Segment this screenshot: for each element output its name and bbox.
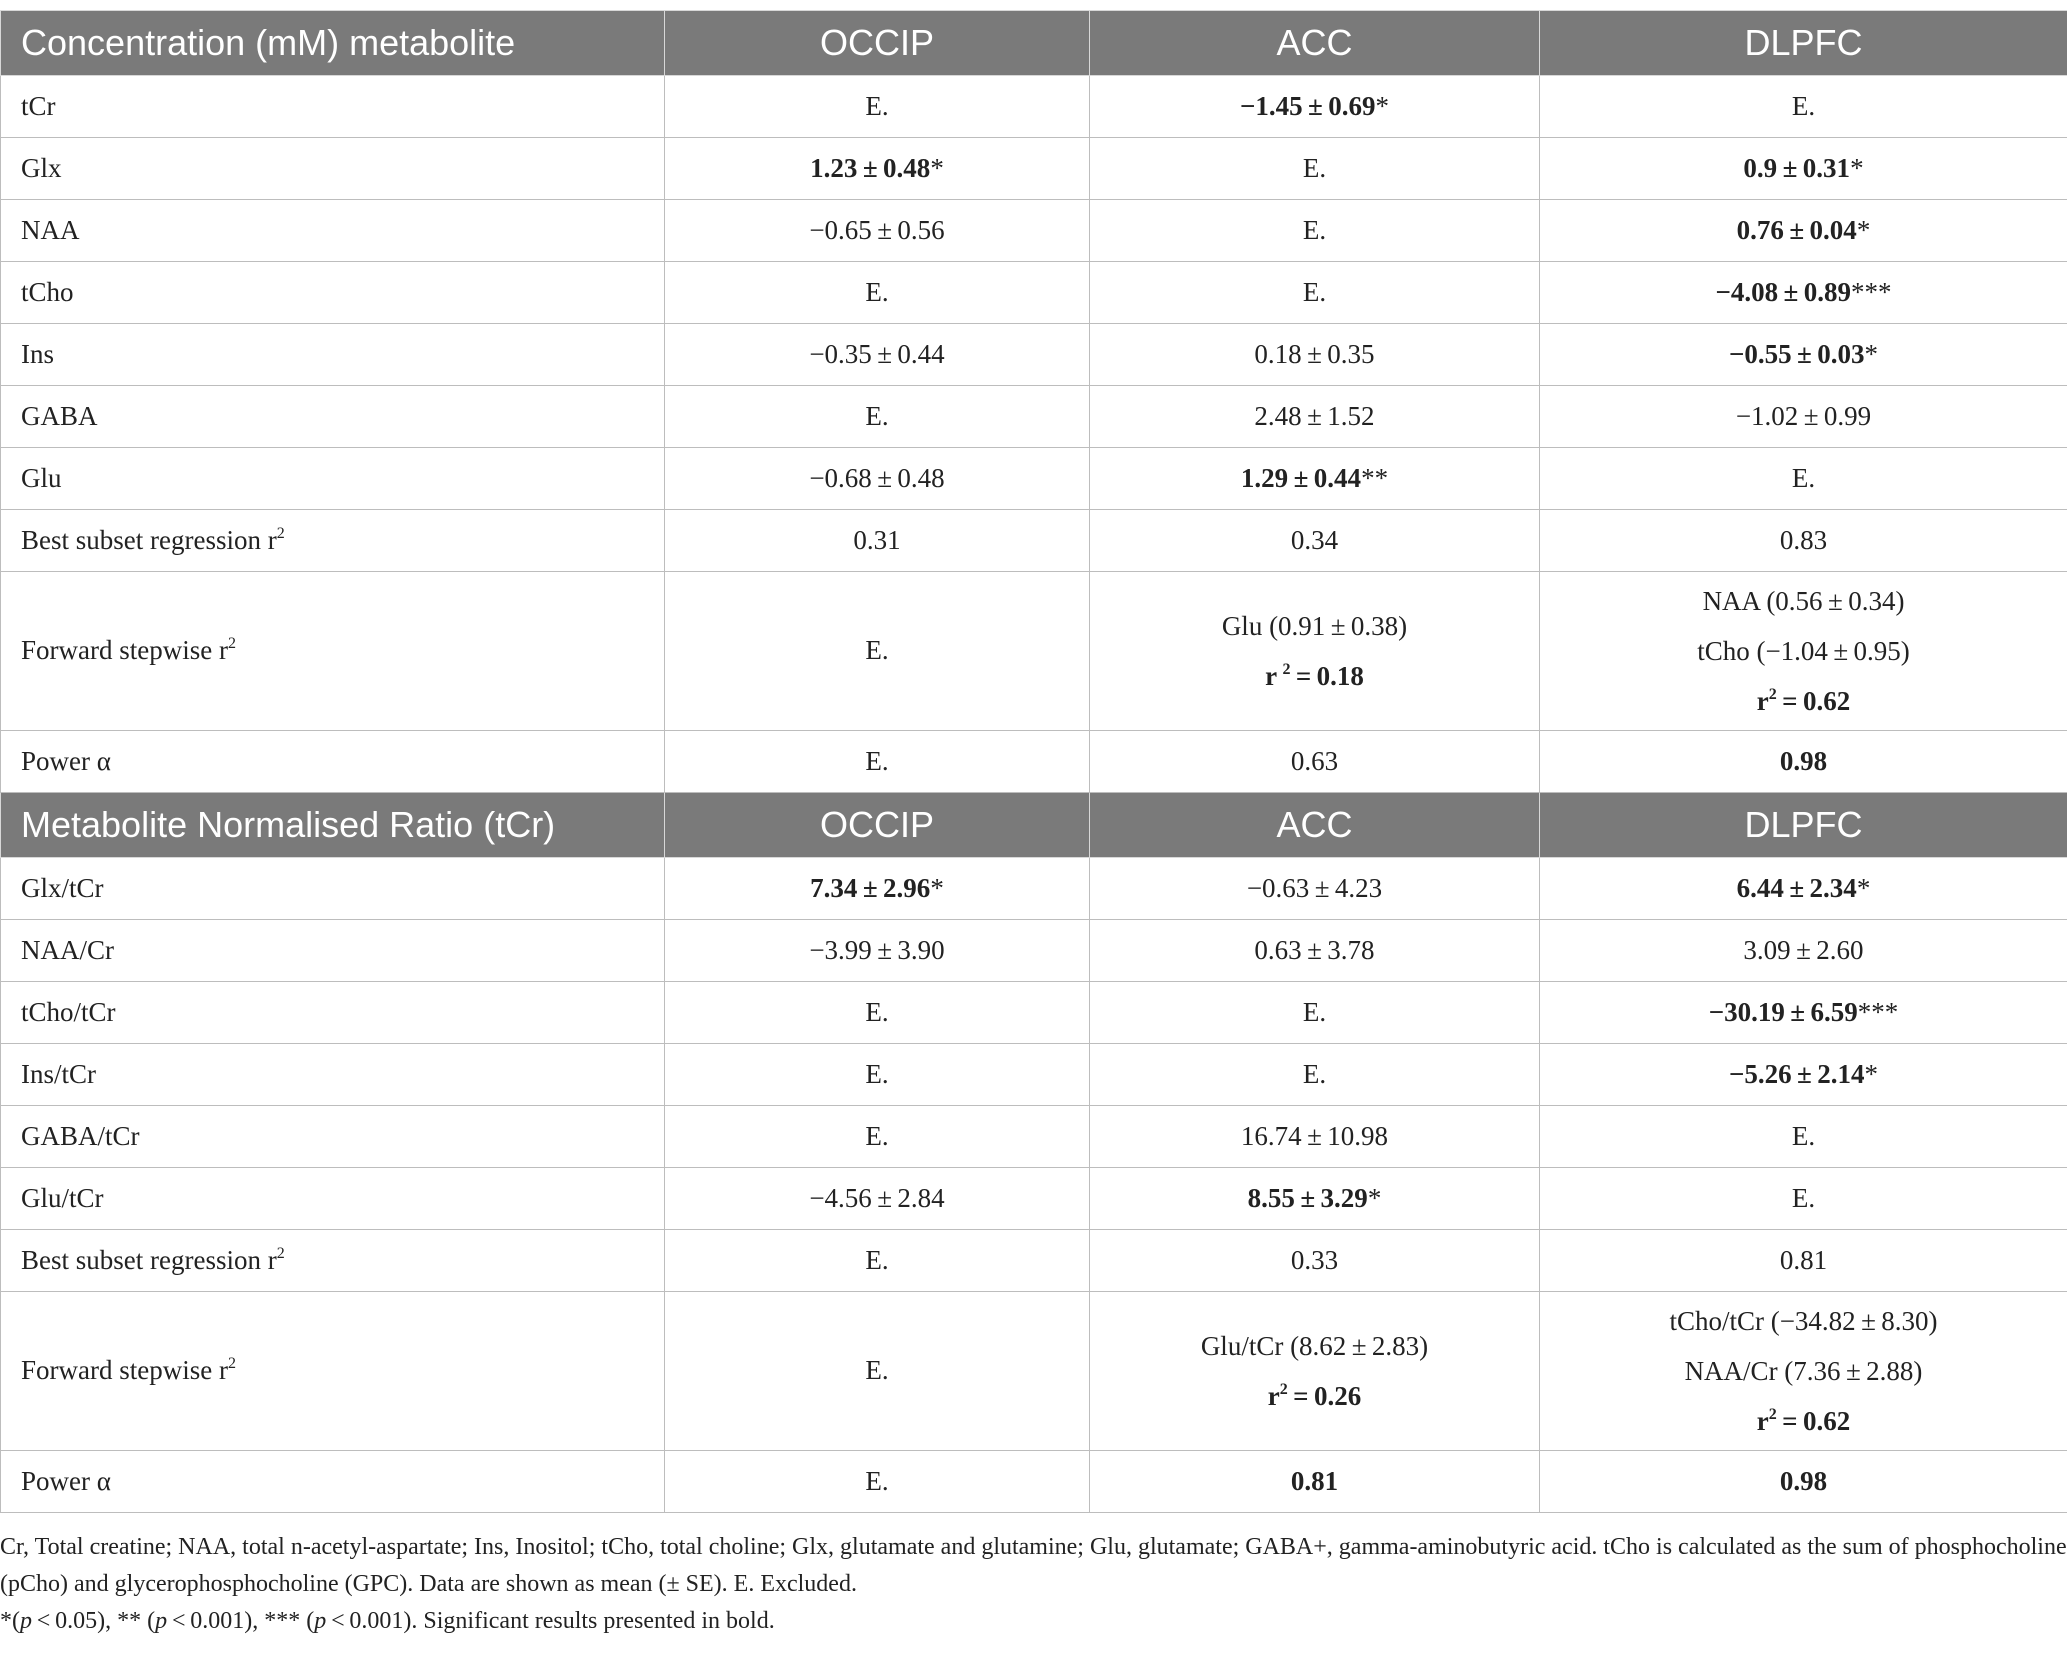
cell-value: −5.26 ± 2.14	[1728, 1058, 1865, 1089]
cell-value: tCho/tCr (−34.82 ± 8.30)	[1669, 1306, 1938, 1336]
significance-marker: *	[1856, 872, 1871, 903]
significance-marker: *	[1864, 1058, 1878, 1089]
row-label-cell	[1, 731, 665, 793]
section-header-label: Concentration (mM) metabolite	[1, 11, 665, 76]
table-row	[1, 448, 2067, 510]
table-row	[1, 1168, 2067, 1230]
value-cell	[1090, 1044, 1540, 1106]
cell-line	[1303, 997, 1326, 1027]
row-label: Ins/tCr	[21, 1058, 97, 1089]
p-value-symbol: p	[20, 1608, 32, 1634]
value-cell	[665, 731, 1090, 793]
row-label-superscript: 2	[276, 524, 285, 542]
row-label-cell	[1, 1230, 665, 1292]
cell-value: E.	[865, 635, 889, 666]
cell-line	[865, 91, 888, 121]
cell-line	[1736, 401, 1871, 431]
cell-superscript: 2	[1279, 1381, 1288, 1398]
cell-line	[1090, 601, 1539, 651]
value-cell	[1540, 324, 2067, 386]
value-cell	[665, 920, 1090, 982]
cell-value: 0.98	[1779, 745, 1828, 776]
value-cell	[1090, 138, 1540, 200]
row-label: tCr	[21, 90, 56, 121]
cell-line	[1780, 525, 1827, 555]
column-header: ACC	[1090, 793, 1540, 858]
value-cell	[1540, 448, 2067, 510]
row-label: Forward stepwise r	[21, 1355, 228, 1386]
cell-value: E.	[1302, 152, 1327, 183]
cell-value: NAA (0.56 ± 0.34)	[1702, 586, 1905, 616]
value-cell	[1090, 262, 1540, 324]
cell-line	[1254, 339, 1374, 369]
cell-value: 0.9 ± 0.31	[1743, 152, 1851, 183]
cell-value: 0.63 ± 3.78	[1254, 934, 1375, 965]
cell-value: Glu (0.91 ± 0.38)	[1221, 611, 1408, 641]
significance-marker: *	[1850, 152, 1864, 183]
p-value-symbol: p	[314, 1608, 327, 1634]
row-label-cell	[1, 1451, 665, 1513]
cell-value: −0.63 ± 4.23	[1246, 872, 1383, 903]
section-header-row	[1, 11, 2067, 76]
cell-line	[865, 277, 888, 307]
cell-line	[865, 1245, 888, 1275]
cell-line	[865, 997, 888, 1027]
row-label: Glu/tCr	[21, 1182, 104, 1213]
value-cell	[665, 138, 1090, 200]
cell-line	[1540, 626, 2067, 676]
cell-superscript: 2	[1282, 661, 1291, 678]
value-cell	[1540, 1044, 2067, 1106]
row-label-cell	[1, 262, 665, 324]
cell-line	[1792, 463, 1815, 493]
row-label: Power α	[21, 745, 111, 776]
cell-line	[1743, 153, 1863, 183]
value-cell	[1090, 1230, 1540, 1292]
cell-line	[1303, 277, 1326, 307]
cell-value: 3.09 ± 2.60	[1743, 934, 1864, 965]
value-cell	[665, 858, 1090, 920]
cell-line	[1240, 91, 1389, 121]
value-cell	[665, 386, 1090, 448]
footnote-text: < 0.05), ** (	[32, 1608, 156, 1634]
cell-value: 7.34 ± 2.96	[810, 872, 931, 903]
footnote-abbreviations: Cr, Total creatine; NAA, total n-acetyl-aspartate; Ins, Inositol; tCho, total choline; Glx, glutamate and glutamine; Glu, glutamate; GABA+, gamma-aminobutyric acid. tCho is calculated as the sum of phosphocholine (pCho) and glycerophosphocholine (GPC). Data are shown as mean (± SE). E. Excluded.	[0, 1534, 2067, 1597]
cell-value: r	[1267, 1381, 1280, 1411]
cell-line	[1780, 1466, 1827, 1496]
cell-line	[809, 339, 944, 369]
cell-value: −1.45 ± 0.69	[1239, 90, 1376, 121]
cell-line	[1540, 576, 2067, 626]
cell-value: E.	[1791, 90, 1816, 121]
cell-value: Glu/tCr (8.62 ± 2.83)	[1200, 1331, 1429, 1361]
table-row	[1, 200, 2067, 262]
row-label-cell	[1, 76, 665, 138]
cell-value: E.	[1302, 996, 1327, 1027]
cell-value: 0.98	[1779, 1465, 1828, 1496]
table-row	[1, 76, 2067, 138]
section-header-label: Metabolite Normalised Ratio (tCr)	[1, 793, 665, 858]
cell-value: 0.18 ± 0.35	[1254, 338, 1375, 369]
cell-value: tCho (−1.04 ± 0.95)	[1697, 636, 1910, 666]
metabolite-table	[0, 10, 2067, 1513]
value-cell	[1540, 920, 2067, 982]
value-cell	[1540, 731, 2067, 793]
cell-line	[810, 153, 944, 183]
cell-value: E.	[1302, 276, 1327, 307]
significance-marker: **	[1361, 462, 1389, 493]
cell-value: −4.56 ± 2.84	[809, 1182, 945, 1213]
cell-value: E.	[1302, 214, 1327, 245]
row-label-superscript: 2	[276, 1244, 285, 1262]
cell-value: −0.55 ± 0.03	[1728, 338, 1865, 369]
cell-line	[1303, 215, 1326, 245]
cell-line	[809, 1183, 944, 1213]
cell-line	[1540, 1396, 2067, 1446]
cell-superscript: 2	[1768, 686, 1777, 703]
cell-value: NAA/Cr (7.36 ± 2.88)	[1684, 1356, 1923, 1386]
value-cell	[665, 572, 1090, 731]
cell-value: E.	[865, 1120, 889, 1151]
cell-value: 8.55 ± 3.29	[1247, 1182, 1368, 1213]
value-cell	[1090, 982, 1540, 1044]
cell-line	[1248, 1183, 1382, 1213]
cell-line	[1241, 463, 1388, 493]
value-cell	[1540, 262, 2067, 324]
cell-value: E.	[865, 996, 889, 1027]
cell-value: 6.44 ± 2.34	[1736, 872, 1857, 903]
cell-line	[1303, 1059, 1326, 1089]
cell-value: r	[1756, 686, 1769, 716]
cell-value: E.	[865, 1058, 889, 1089]
cell-line	[865, 1121, 888, 1151]
value-cell	[1540, 1292, 2067, 1451]
row-label-cell	[1, 324, 665, 386]
row-label-cell	[1, 448, 665, 510]
cell-line	[1737, 215, 1871, 245]
table-row	[1, 1451, 2067, 1513]
value-cell	[665, 448, 1090, 510]
cell-value: E.	[1302, 1058, 1327, 1089]
cell-value: E.	[865, 1355, 889, 1386]
table-row	[1, 138, 2067, 200]
section-header-row	[1, 793, 2067, 858]
significance-marker: *	[1375, 90, 1389, 121]
cell-line	[1792, 1121, 1815, 1151]
value-cell	[665, 262, 1090, 324]
cell-value: −4.08 ± 0.89	[1715, 276, 1851, 307]
cell-value: −1.02 ± 0.99	[1735, 400, 1872, 431]
value-cell	[665, 1292, 1090, 1451]
cell-value: −0.68 ± 0.48	[809, 462, 945, 493]
value-cell	[665, 1168, 1090, 1230]
table-row	[1, 982, 2067, 1044]
cell-value: 0.81	[1290, 1465, 1339, 1496]
cell-value: 2.48 ± 1.52	[1254, 400, 1375, 431]
value-cell	[1090, 200, 1540, 262]
column-header: DLPFC	[1540, 793, 2067, 858]
value-cell	[1090, 1106, 1540, 1168]
cell-value: −3.99 ± 3.90	[809, 934, 945, 965]
row-label-superscript: 2	[227, 1355, 236, 1373]
footnotes	[0, 1529, 2067, 1640]
value-cell	[1540, 138, 2067, 200]
significance-marker: *	[930, 152, 944, 183]
cell-value: 0.76 ± 0.04	[1736, 214, 1857, 245]
row-label: Best subset regression r	[21, 524, 277, 555]
row-label-cell	[1, 1106, 665, 1168]
cell-value: E.	[1791, 462, 1816, 493]
cell-value: 1.23 ± 0.48	[810, 152, 931, 183]
column-header: OCCIP	[665, 793, 1090, 858]
value-cell	[665, 200, 1090, 262]
cell-line	[1090, 651, 1539, 701]
significance-marker: *	[1367, 1182, 1382, 1213]
value-cell	[665, 982, 1090, 1044]
significance-marker: *	[930, 872, 944, 903]
cell-value-suffix: = 0.62	[1776, 1406, 1851, 1436]
row-label: Ins	[21, 338, 54, 369]
row-label-cell	[1, 200, 665, 262]
table-row	[1, 262, 2067, 324]
cell-value: 0.63	[1290, 745, 1339, 776]
column-header: OCCIP	[665, 11, 1090, 76]
value-cell	[1090, 1168, 1540, 1230]
cell-value: r	[1756, 1406, 1769, 1436]
significance-marker: ***	[1851, 276, 1892, 307]
value-cell	[1090, 572, 1540, 731]
cell-value: −0.65 ± 0.56	[809, 214, 945, 245]
row-label-cell	[1, 1292, 665, 1451]
value-cell	[1540, 858, 2067, 920]
cell-line	[809, 463, 944, 493]
row-label-cell	[1, 572, 665, 731]
cell-line	[1780, 746, 1827, 776]
table-row	[1, 858, 2067, 920]
cell-value-suffix: = 0.62	[1776, 686, 1851, 716]
value-cell	[1540, 386, 2067, 448]
value-cell	[1540, 982, 2067, 1044]
value-cell	[1540, 572, 2067, 731]
cell-superscript: 2	[1768, 1406, 1777, 1423]
value-cell	[1090, 76, 1540, 138]
cell-line	[1729, 339, 1878, 369]
cell-line	[1709, 997, 1899, 1027]
value-cell	[1090, 1292, 1540, 1451]
cell-value: −0.35 ± 0.44	[809, 338, 945, 369]
column-header: ACC	[1090, 11, 1540, 76]
row-label-cell	[1, 920, 665, 982]
value-cell	[665, 510, 1090, 572]
cell-line	[865, 1355, 888, 1385]
cell-line	[1743, 935, 1863, 965]
cell-line	[865, 1466, 888, 1496]
value-cell	[1090, 920, 1540, 982]
cell-line	[1241, 1121, 1388, 1151]
cell-line	[1254, 935, 1374, 965]
value-cell	[1540, 1230, 2067, 1292]
cell-value: E.	[865, 1465, 889, 1496]
value-cell	[1540, 76, 2067, 138]
p-value-symbol: p	[155, 1608, 168, 1634]
row-label: tCho	[21, 276, 74, 307]
cell-value: −30.19 ± 6.59	[1708, 996, 1858, 1027]
cell-line	[865, 1059, 888, 1089]
significance-marker: ***	[1857, 996, 1899, 1027]
value-cell	[1090, 510, 1540, 572]
cell-value: E.	[865, 276, 889, 307]
footnote-significance	[0, 1603, 2067, 1640]
cell-line	[1090, 1321, 1539, 1371]
value-cell	[665, 1106, 1090, 1168]
row-label-cell	[1, 386, 665, 448]
cell-value-suffix: = 0.18	[1290, 661, 1364, 691]
cell-line	[1540, 1296, 2067, 1346]
row-label: GABA	[21, 400, 98, 431]
cell-line	[1254, 401, 1374, 431]
value-cell	[1540, 1451, 2067, 1513]
cell-line	[809, 935, 944, 965]
value-cell	[1540, 510, 2067, 572]
cell-value: 0.31	[853, 524, 901, 555]
cell-line	[809, 215, 944, 245]
table-row	[1, 572, 2067, 731]
value-cell	[665, 1044, 1090, 1106]
table-row	[1, 1044, 2067, 1106]
cell-line	[1291, 525, 1338, 555]
row-label: Glx/tCr	[21, 872, 104, 903]
cell-value-suffix: = 0.26	[1287, 1381, 1362, 1411]
table-row	[1, 920, 2067, 982]
cell-value: 16.74 ± 10.98	[1240, 1120, 1389, 1151]
cell-line	[865, 401, 888, 431]
value-cell	[1090, 324, 1540, 386]
cell-value: E.	[1791, 1182, 1816, 1213]
row-label-cell	[1, 982, 665, 1044]
cell-line	[1715, 277, 1891, 307]
cell-line	[853, 525, 900, 555]
row-label: Best subset regression r	[21, 1244, 277, 1275]
value-cell	[1540, 1168, 2067, 1230]
table-row	[1, 510, 2067, 572]
cell-line	[865, 746, 888, 776]
footnote-text: *(	[0, 1608, 20, 1634]
cell-value: E.	[865, 90, 889, 121]
cell-line	[1303, 153, 1326, 183]
table-row	[1, 1106, 2067, 1168]
cell-value: 0.34	[1290, 524, 1339, 555]
significance-marker: *	[1856, 214, 1871, 245]
value-cell	[1090, 386, 1540, 448]
cell-line	[1090, 1371, 1539, 1421]
table-row	[1, 1292, 2067, 1451]
table-row	[1, 324, 2067, 386]
cell-value: E.	[865, 745, 889, 776]
value-cell	[1090, 858, 1540, 920]
row-label-cell	[1, 1044, 665, 1106]
cell-value: r	[1265, 661, 1283, 691]
cell-line	[1540, 1346, 2067, 1396]
value-cell	[1540, 200, 2067, 262]
row-label-superscript: 2	[227, 635, 236, 653]
row-label: Power α	[21, 1465, 111, 1496]
cell-line	[865, 635, 888, 665]
cell-line	[1792, 1183, 1815, 1213]
value-cell	[1090, 731, 1540, 793]
table-body	[1, 11, 2067, 1513]
value-cell	[665, 76, 1090, 138]
row-label: NAA	[21, 214, 80, 245]
cell-line	[1247, 873, 1382, 903]
row-label: GABA/tCr	[21, 1120, 140, 1151]
footnote-text: < 0.001), *** (	[167, 1608, 315, 1634]
row-label: NAA/Cr	[21, 934, 114, 965]
value-cell	[1540, 1106, 2067, 1168]
cell-line	[1540, 676, 2067, 726]
row-label: Glx	[21, 152, 62, 183]
cell-line	[810, 873, 944, 903]
cell-value: E.	[865, 1244, 889, 1275]
cell-value: 0.83	[1779, 524, 1828, 555]
cell-line	[1780, 1245, 1827, 1275]
row-label: tCho/tCr	[21, 996, 116, 1027]
value-cell	[665, 1230, 1090, 1292]
cell-value: 0.81	[1779, 1244, 1828, 1275]
cell-value: E.	[865, 400, 889, 431]
cell-line	[1291, 1245, 1338, 1275]
value-cell	[665, 324, 1090, 386]
cell-value: 0.33	[1290, 1244, 1339, 1275]
cell-line	[1792, 91, 1815, 121]
row-label: Glu	[21, 462, 62, 493]
footnote-text: < 0.001). Significant results presented in bold.	[326, 1608, 775, 1634]
cell-line	[1291, 746, 1338, 776]
cell-line	[1729, 1059, 1878, 1089]
table-row	[1, 731, 2067, 793]
row-label: Forward stepwise r	[21, 635, 228, 666]
row-label-cell	[1, 1168, 665, 1230]
table-row	[1, 386, 2067, 448]
value-cell	[1090, 1451, 1540, 1513]
significance-marker: *	[1864, 338, 1878, 369]
cell-value: 1.29 ± 0.44	[1240, 462, 1362, 493]
row-label-cell	[1, 858, 665, 920]
cell-line	[1291, 1466, 1338, 1496]
cell-line	[1737, 873, 1871, 903]
table-row	[1, 1230, 2067, 1292]
column-header: DLPFC	[1540, 11, 2067, 76]
value-cell	[1090, 448, 1540, 510]
row-label-cell	[1, 138, 665, 200]
row-label-cell	[1, 510, 665, 572]
value-cell	[665, 1451, 1090, 1513]
cell-value: E.	[1791, 1120, 1816, 1151]
